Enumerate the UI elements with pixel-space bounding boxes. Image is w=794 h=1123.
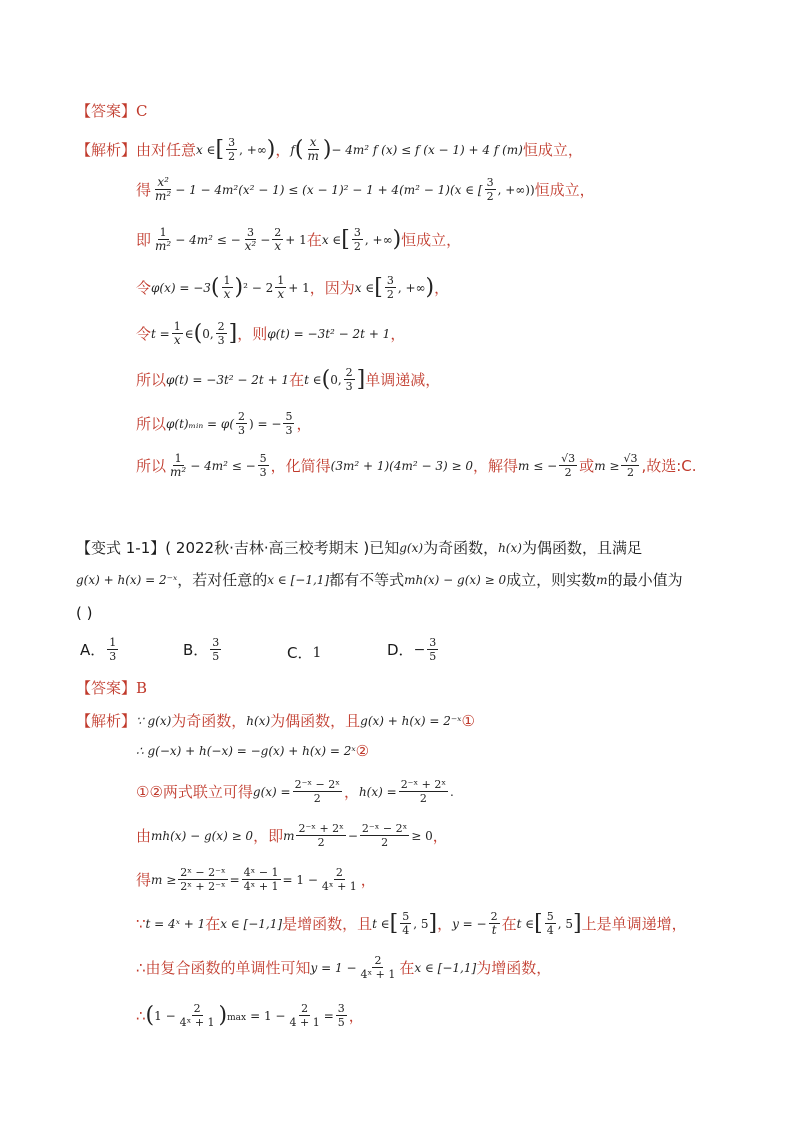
text: 令 — [136, 324, 152, 343]
fraction: $\frac{3}{2}$ — [353, 226, 361, 253]
text: ,故选:C. — [641, 456, 697, 475]
text: ∵ — [136, 914, 146, 933]
text: 在 — [501, 914, 517, 933]
math: x ∈ — [354, 280, 375, 295]
fraction: $\frac{1}{x}$ — [223, 274, 231, 301]
fraction: $\frac{5}{3}$ — [259, 452, 267, 479]
math: m ≤ − — [518, 458, 558, 473]
math: + 1 — [285, 232, 307, 247]
fraction: $\frac{5}{3}$ — [285, 410, 293, 437]
text: 恒成立， — [522, 140, 583, 159]
math: ∴ g(−x) + h(−x) = −g(x) + h(x) = 2ˣ — [136, 744, 356, 758]
math: φ(x) = −3 — [151, 280, 211, 295]
math: ) = − — [249, 416, 282, 431]
text: 恒成立， — [534, 180, 595, 199]
math: − 4m² f (x) ≤ f (x − 1) + 4 f (m) — [331, 142, 523, 157]
fraction: $\frac{5}{4}$ — [402, 910, 410, 937]
fraction: $\frac{\text{2⁻ˣ + 2ˣ}}{2}$ — [298, 822, 344, 849]
math: t ∈ — [516, 916, 535, 931]
text: 恒成立， — [401, 230, 462, 249]
answer-blank: ( ) — [76, 604, 93, 622]
analysis-line-4: 令 φ(x) = −3 ( $\frac{1}{x}$ ) ² − 2 $\frac{1}{x}$ + 1 ，因为 x ∈ [ $\frac{3}{2}$ , +∞ ) ， — [136, 274, 450, 301]
analysis-line-5: 令 t = $\frac{1}{x}$ ∈ ( 0, $\frac{2}{3}$ ] ，则 φ(t) = −3t² − 2t + 1 ， — [136, 320, 406, 347]
fraction: $\frac{5}{4}$ — [546, 910, 554, 937]
text: ，则 — [237, 324, 268, 343]
math: h(x) = — [358, 784, 397, 799]
math: + 1 — [288, 280, 310, 295]
text: ， — [437, 914, 453, 933]
text: 为偶函数，且 — [270, 712, 361, 730]
text: ， — [432, 826, 448, 845]
text: 为增函数， — [476, 958, 552, 977]
math: 0, — [202, 326, 214, 341]
variant-line-2 — [76, 569, 683, 591]
text: ① — [461, 712, 475, 730]
analysis-line-8 — [136, 452, 697, 479]
text: 所以 — [136, 456, 167, 475]
math: 1 − — [154, 1008, 176, 1023]
math: y = 1 − — [310, 960, 357, 975]
analysis2-line-1 — [76, 710, 475, 732]
fraction: $\frac{√3}{2}$ — [561, 452, 576, 479]
fraction: $\frac{1}{x}$ — [173, 320, 181, 347]
answer-value: C — [136, 102, 148, 120]
math: ∈ — [184, 326, 194, 341]
analysis-line-2 — [136, 176, 595, 203]
variant-label: 【变式 1-1】 — [76, 539, 166, 557]
analysis-label: 【解析】 — [76, 712, 137, 730]
analysis-line-7 — [136, 410, 311, 437]
math: − 1 − 4m²(x² − 1) ≤ (x − 1)² − 1 + 4(m² − 1)(x ∈ [ — [175, 182, 483, 197]
text: 都有不等式 — [329, 571, 405, 589]
analysis2-line-4 — [136, 822, 448, 849]
option-letter: B． — [183, 641, 209, 659]
fraction: $\frac{2}{\text{4ˣ + 1}}$ — [360, 954, 396, 981]
math: y = − — [452, 916, 487, 931]
analysis2-line-3 — [136, 778, 454, 805]
subscript: max — [227, 1013, 247, 1023]
math: t = — [151, 326, 170, 341]
analysis-line-3: 即 $\frac{1}{\text{m²}}$ − 4m² ≤ − $\frac{3}{\text{x²}}$ − $\frac{2}{x}$ + 1 在 x ∈ [ $\frac{3}{2}$ , +∞ ) 恒成立， — [136, 226, 462, 253]
math: ∵ g(x) — [136, 714, 172, 728]
analysis2-line-2 — [136, 740, 369, 762]
text: ， — [343, 782, 359, 801]
math: t ∈ — [372, 916, 390, 931]
math: x ∈ — [196, 142, 216, 157]
math: − 4m² ≤ − — [175, 232, 241, 247]
math: g(x) — [399, 541, 424, 555]
fraction: $\frac{1}{3}$ — [109, 636, 117, 663]
math: , 5 — [557, 916, 574, 931]
variant-line-3 — [76, 602, 92, 624]
math: f — [290, 142, 295, 157]
math: h(x) — [498, 541, 522, 555]
math: , +∞)) — [497, 182, 535, 197]
text: 的最小值为 — [607, 571, 683, 589]
text: ， — [275, 140, 291, 159]
text: 所以 — [136, 370, 167, 389]
analysis-label: 【解析】 — [76, 140, 137, 159]
text: 在 — [306, 230, 322, 249]
text: 成立，则实数 — [506, 571, 597, 589]
fraction: $\frac{3}{2}$ — [386, 274, 394, 301]
math: − — [347, 828, 358, 843]
math: h(x) — [246, 714, 271, 728]
variant-line-1 — [76, 537, 642, 559]
text: ，化简得 — [270, 456, 331, 475]
fraction: $\frac{\text{2⁻ˣ + 2ˣ}}{2}$ — [400, 778, 447, 805]
option-letter: A． — [80, 641, 106, 659]
analysis2-line-8: ∴ ( 1 − $\frac{2}{\text{4ˣ + 1}}$ ) max = 1 − $\frac{2}{4 + 1}$ = $\frac{3}{5}$ ， — [136, 1002, 364, 1029]
option-d[interactable] — [387, 636, 440, 663]
text: 在 — [205, 914, 221, 933]
text: 或 — [579, 456, 595, 475]
text: 在 — [289, 370, 305, 389]
fraction: $\frac{\text{2⁻ˣ − 2ˣ}}{2}$ — [294, 778, 340, 805]
math: x ∈ [−1,1] — [414, 960, 477, 975]
math: x ∈ [−1,1] — [220, 916, 283, 931]
fraction: $\frac{\text{2ˣ − 2⁻ˣ}}{\text{2ˣ + 2⁻ˣ}}$ — [180, 866, 226, 893]
answer-line-1 — [76, 100, 148, 122]
text: ， — [434, 278, 450, 297]
math: ² − 2 — [243, 280, 274, 295]
fraction: $\frac{\text{4ˣ − 1}}{\text{4ˣ + 1}}$ — [243, 866, 279, 893]
text: 得 — [136, 180, 152, 199]
analysis2-line-6: ∵ t = 4ˣ + 1 在 x ∈ [−1,1] 是增函数，且 t ∈ [ $\frac{5}{4}$ , 5 ] ， y = − $\frac{2}{t}$ 在 t ∈ [ $\frac{5}{4}$ , 5 ] 上是单调递增， — [136, 910, 687, 937]
text: 为奇函数， — [171, 712, 247, 730]
math: = — [323, 1008, 334, 1023]
fraction: $\frac{2}{\text{4ˣ + 1}}$ — [321, 866, 357, 893]
text: ， — [360, 870, 376, 889]
option-b[interactable] — [183, 636, 223, 663]
text: ①②两式联立可得 — [136, 782, 253, 801]
variant-source: ( 2022秋·吉林·高三校考期末 ) — [165, 539, 370, 557]
fraction: $\frac{3}{5}$ — [337, 1002, 345, 1029]
fraction: $\frac{2}{4 + 1}$ — [289, 1002, 320, 1029]
math: φ(t) = −3t² − 2t + 1 — [166, 372, 290, 387]
text: ，即 — [253, 826, 284, 845]
text: ② — [355, 742, 370, 760]
math: , +∞ — [239, 142, 267, 157]
fraction: $\frac{2}{3}$ — [238, 410, 246, 437]
math: m ≥ — [594, 458, 620, 473]
fraction: $\frac{x}{m}$ — [307, 135, 319, 163]
math: mh(x) − g(x) ≥ 0 — [151, 828, 254, 843]
text: 令 — [136, 278, 152, 297]
math: ≥ 0 — [411, 828, 433, 843]
math: g(x) + h(x) = 2⁻ˣ — [76, 573, 178, 587]
fraction: $\frac{3}{5}$ — [212, 636, 220, 663]
text: 为偶函数，且满足 — [521, 539, 642, 557]
text: ，若对任意的 — [177, 571, 268, 589]
fraction: $\frac{√3}{2}$ — [623, 452, 638, 479]
math: φ(t)ₘᵢₙ = φ( — [166, 416, 235, 431]
fraction: $\frac{3}{5}$ — [429, 636, 437, 663]
text: ∴ — [136, 1006, 146, 1025]
text: . — [450, 784, 454, 799]
analysis2-line-7 — [136, 954, 551, 981]
text: 得 — [136, 870, 152, 889]
option-letter: C． — [287, 644, 313, 662]
math: x ∈ — [321, 232, 342, 247]
fraction: $\frac{1}{\text{m²}}$ — [155, 226, 172, 253]
math: − 4m² ≤ − — [190, 458, 256, 473]
option-a[interactable] — [80, 636, 120, 663]
fraction: $\frac{3}{2}$ — [228, 136, 236, 163]
text: ， — [390, 324, 406, 343]
math: mh(x) − g(x) ≥ 0 — [404, 573, 507, 587]
math: , 5 — [413, 916, 429, 931]
math: , +∞ — [397, 280, 426, 295]
text: 由 — [136, 826, 152, 845]
answer-value: B — [136, 679, 148, 697]
math: (3m² + 1)(4m² − 3) ≥ 0 — [330, 458, 474, 473]
analysis-line-6: 所以 φ(t) = −3t² − 2t + 1 在 t ∈ ( 0, $\frac{2}{3}$ ] 单调递减， — [136, 366, 441, 393]
fraction: $\frac{3}{\text{x²}}$ — [244, 226, 257, 253]
math: = 1 − — [250, 1008, 286, 1023]
text: 由对任意 — [136, 140, 197, 159]
math: x ∈ [−1,1] — [267, 573, 330, 587]
math: t = 4ˣ + 1 — [145, 916, 206, 931]
math: , +∞ — [364, 232, 393, 247]
fraction: $\frac{2}{3}$ — [217, 320, 225, 347]
math: 0, — [330, 372, 342, 387]
option-letter: D． — [387, 641, 414, 659]
answer-label: 【答案】 — [76, 102, 137, 120]
fraction: $\frac{2}{x}$ — [274, 226, 282, 253]
analysis2-line-5 — [136, 866, 376, 893]
math: = 1 − — [282, 872, 318, 887]
math: g(x) = — [252, 784, 291, 799]
math: − — [260, 232, 271, 247]
fraction: $\frac{\text{x²}}{\text{m²}}$ — [155, 175, 172, 203]
option-c[interactable] — [287, 642, 321, 663]
text: ， — [348, 1006, 364, 1025]
analysis-line-1: 【解析】 由对任意 x ∈ [ $\frac{3}{2}$ , +∞ ) ， f ( $\frac{x}{m}$ ) − 4m² f (x) ≤ f (x − 1) + 4 f (m) 恒成立， — [76, 135, 583, 163]
math: t ∈ — [304, 372, 322, 387]
text: 上是单调递增， — [581, 914, 687, 933]
math: g(x) + h(x) = 2⁻ˣ — [360, 714, 462, 728]
fraction: $\frac{1}{\text{m²}}$ — [170, 452, 187, 479]
text: 单调递减， — [365, 370, 441, 389]
fraction: $\frac{2}{\text{4ˣ + 1}}$ — [179, 1002, 215, 1029]
option-sign: − — [413, 641, 426, 658]
option-value: 1 — [312, 644, 322, 661]
answer-label: 【答案】 — [76, 679, 137, 697]
answer-line-2 — [76, 677, 147, 699]
text: 已知 — [369, 539, 400, 557]
text: 为奇函数， — [423, 539, 499, 557]
fraction: $\frac{1}{x}$ — [277, 274, 285, 301]
math: m ≥ — [151, 872, 177, 887]
math: = — [229, 872, 240, 887]
math: m — [283, 828, 295, 843]
fraction: $\frac{2}{t}$ — [490, 910, 498, 937]
math: φ(t) = −3t² − 2t + 1 — [267, 326, 391, 341]
fraction: $\frac{\text{2⁻ˣ − 2ˣ}}{2}$ — [361, 822, 408, 849]
text: ∴由复合函数的单调性可知 — [136, 958, 311, 977]
math: m — [596, 573, 608, 587]
text: ，解得 — [473, 456, 519, 475]
text: ， — [296, 414, 312, 433]
fraction: $\frac{2}{3}$ — [345, 366, 353, 393]
text: 所以 — [136, 414, 167, 433]
text: 即 — [136, 230, 152, 249]
text: 在 — [399, 958, 415, 977]
text: 是增函数，且 — [282, 914, 373, 933]
fraction: $\frac{3}{2}$ — [486, 176, 494, 203]
text: ，因为 — [309, 278, 355, 297]
